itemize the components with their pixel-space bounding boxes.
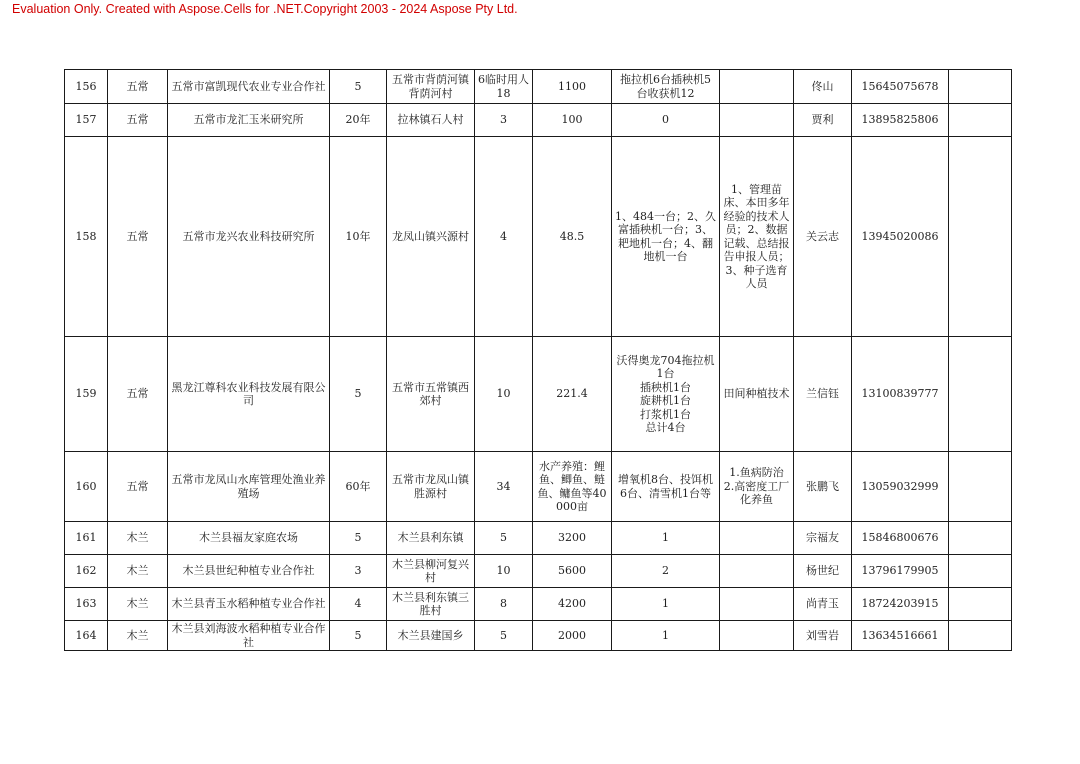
years-cell: 5	[330, 621, 387, 651]
technical-staff-cell: 1.鱼病防治 2.高密度工厂化养鱼	[720, 452, 794, 522]
technical-staff-cell: 田间种植技术	[720, 337, 794, 452]
area-cell: 3200	[533, 522, 612, 555]
remark-cell	[949, 337, 1012, 452]
cooperative-table	[64, 69, 1012, 651]
county-cell: 木兰	[108, 621, 168, 651]
location-cell: 木兰县利东镇	[387, 522, 475, 555]
table-row	[65, 555, 1012, 588]
row-number-cell: 163	[65, 588, 108, 621]
contact-person-cell: 杨世纪	[794, 555, 852, 588]
staff-cell: 4	[475, 137, 533, 337]
row-number-cell: 160	[65, 452, 108, 522]
row-number-cell: 161	[65, 522, 108, 555]
organization-cell: 木兰县福友家庭农场	[168, 522, 330, 555]
remark-cell	[949, 104, 1012, 137]
staff-cell: 10	[475, 337, 533, 452]
table-row	[65, 452, 1012, 522]
technical-staff-cell	[720, 621, 794, 651]
location-cell: 木兰县柳河复兴村	[387, 555, 475, 588]
remark-cell	[949, 588, 1012, 621]
organization-cell: 五常市龙凤山水库管理处渔业养殖场	[168, 452, 330, 522]
table-row	[65, 137, 1012, 337]
county-cell: 木兰	[108, 555, 168, 588]
table-row	[65, 70, 1012, 104]
remark-cell	[949, 452, 1012, 522]
years-cell: 3	[330, 555, 387, 588]
contact-person-cell: 兰信钰	[794, 337, 852, 452]
years-cell: 5	[330, 70, 387, 104]
machinery-cell: 1	[612, 588, 720, 621]
area-cell: 221.4	[533, 337, 612, 452]
staff-cell: 10	[475, 555, 533, 588]
county-cell: 木兰	[108, 588, 168, 621]
county-cell: 五常	[108, 70, 168, 104]
organization-cell: 木兰县青玉水稻种植专业合作社	[168, 588, 330, 621]
phone-cell: 18724203915	[852, 588, 949, 621]
technical-staff-cell	[720, 70, 794, 104]
contact-person-cell: 张鹏飞	[794, 452, 852, 522]
location-cell: 五常市龙凤山镇胜源村	[387, 452, 475, 522]
years-cell: 20年	[330, 104, 387, 137]
organization-cell: 五常市龙兴农业科技研究所	[168, 137, 330, 337]
county-cell: 五常	[108, 337, 168, 452]
organization-cell: 木兰县世纪种植专业合作社	[168, 555, 330, 588]
county-cell: 五常	[108, 452, 168, 522]
county-cell: 五常	[108, 104, 168, 137]
machinery-cell: 1	[612, 621, 720, 651]
table-row	[65, 337, 1012, 452]
staff-cell: 6临时用人18	[475, 70, 533, 104]
phone-cell: 13634516661	[852, 621, 949, 651]
area-cell: 2000	[533, 621, 612, 651]
years-cell: 5	[330, 337, 387, 452]
machinery-cell: 增氧机8台、投饵机6台、清雪机1台等	[612, 452, 720, 522]
contact-person-cell: 关云志	[794, 137, 852, 337]
area-cell: 4200	[533, 588, 612, 621]
phone-cell: 13945020086	[852, 137, 949, 337]
contact-person-cell: 刘雪岩	[794, 621, 852, 651]
county-cell: 木兰	[108, 522, 168, 555]
contact-person-cell: 尚青玉	[794, 588, 852, 621]
area-cell: 1100	[533, 70, 612, 104]
staff-cell: 8	[475, 588, 533, 621]
machinery-cell: 1	[612, 522, 720, 555]
location-cell: 五常市五常镇西郊村	[387, 337, 475, 452]
contact-person-cell: 贾利	[794, 104, 852, 137]
remark-cell	[949, 555, 1012, 588]
staff-cell: 3	[475, 104, 533, 137]
location-cell: 龙凤山镇兴源村	[387, 137, 475, 337]
staff-cell: 5	[475, 522, 533, 555]
organization-cell: 五常市富凯现代农业专业合作社	[168, 70, 330, 104]
technical-staff-cell	[720, 522, 794, 555]
table-row	[65, 104, 1012, 137]
evaluation-watermark: Evaluation Only. Created with Aspose.Cells for .NET.Copyright 2003 - 2024 Aspose Pty Ltd.	[12, 2, 518, 16]
years-cell: 10年	[330, 137, 387, 337]
machinery-cell: 1、484一台；2、久富插秧机一台；3、耙地机一台；4、翻地机一台	[612, 137, 720, 337]
phone-cell: 15846800676	[852, 522, 949, 555]
remark-cell	[949, 70, 1012, 104]
organization-cell: 五常市龙汇玉米研究所	[168, 104, 330, 137]
staff-cell: 5	[475, 621, 533, 651]
table-row	[65, 621, 1012, 651]
location-cell: 五常市背荫河镇背荫河村	[387, 70, 475, 104]
area-cell: 5600	[533, 555, 612, 588]
remark-cell	[949, 621, 1012, 651]
area-cell: 48.5	[533, 137, 612, 337]
row-number-cell: 157	[65, 104, 108, 137]
technical-staff-cell	[720, 555, 794, 588]
county-cell: 五常	[108, 137, 168, 337]
row-number-cell: 159	[65, 337, 108, 452]
location-cell: 木兰县利东镇三胜村	[387, 588, 475, 621]
contact-person-cell: 佟山	[794, 70, 852, 104]
machinery-cell: 拖拉机6台插秧机5台收获机12	[612, 70, 720, 104]
phone-cell: 13059032999	[852, 452, 949, 522]
years-cell: 60年	[330, 452, 387, 522]
years-cell: 4	[330, 588, 387, 621]
area-cell: 100	[533, 104, 612, 137]
row-number-cell: 158	[65, 137, 108, 337]
row-number-cell: 156	[65, 70, 108, 104]
machinery-cell: 0	[612, 104, 720, 137]
row-number-cell: 162	[65, 555, 108, 588]
table-row	[65, 588, 1012, 621]
phone-cell: 13796179905	[852, 555, 949, 588]
technical-staff-cell	[720, 104, 794, 137]
location-cell: 木兰县建国乡	[387, 621, 475, 651]
organization-cell: 黑龙江尊科农业科技发展有限公司	[168, 337, 330, 452]
machinery-cell: 2	[612, 555, 720, 588]
contact-person-cell: 宗福友	[794, 522, 852, 555]
technical-staff-cell	[720, 588, 794, 621]
row-number-cell: 164	[65, 621, 108, 651]
years-cell: 5	[330, 522, 387, 555]
phone-cell: 13895825806	[852, 104, 949, 137]
location-cell: 拉林镇石人村	[387, 104, 475, 137]
technical-staff-cell: 1、管理苗床、本田多年经验的技术人员；2、数据记载、总结报告申报人员；3、种子选育人员	[720, 137, 794, 337]
phone-cell: 13100839777	[852, 337, 949, 452]
area-cell: 水产养殖：鲤鱼、鲫鱼、鲢鱼、鳙鱼等40000亩	[533, 452, 612, 522]
remark-cell	[949, 137, 1012, 337]
table-row	[65, 522, 1012, 555]
organization-cell: 木兰县刘海波水稻种植专业合作社	[168, 621, 330, 651]
machinery-cell: 沃得奥龙704拖拉机1台 插秧机1台 旋耕机1台 打浆机1台 总计4台	[612, 337, 720, 452]
remark-cell	[949, 522, 1012, 555]
staff-cell: 34	[475, 452, 533, 522]
phone-cell: 15645075678	[852, 70, 949, 104]
